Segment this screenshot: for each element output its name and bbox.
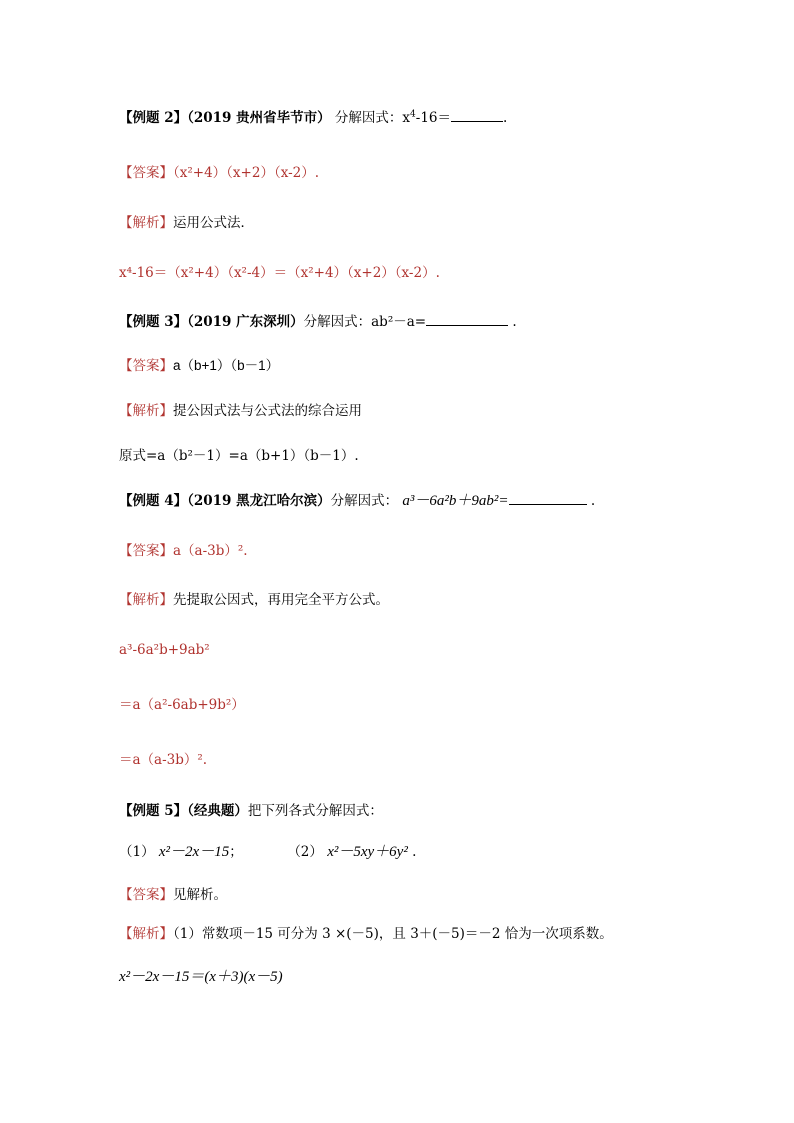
- solution-tag: 【解析】: [119, 215, 173, 231]
- item-2-label: （2）: [287, 844, 323, 860]
- example-source: （经典题）: [187, 803, 248, 819]
- item-end: .: [412, 844, 417, 860]
- example-4-solution-line-1: a³-6a²b+9ab²: [119, 642, 210, 658]
- example-tag: 【例题 2】: [119, 110, 188, 126]
- example-4-question: [119, 492, 595, 510]
- example-source: （2019 广东深圳）: [187, 314, 304, 330]
- item-1-expression: x²－2x－15: [158, 844, 230, 860]
- item-1-label: （1）: [119, 844, 155, 860]
- question-end: .: [503, 110, 508, 126]
- example-2-answer: [119, 164, 319, 182]
- question-expression: a³－6a²b＋9ab²=: [402, 493, 509, 509]
- answer-text: a（a-3b）².: [173, 543, 248, 559]
- solution-tag: 【解析】: [119, 403, 173, 419]
- example-5-items: [119, 843, 416, 861]
- solution-tag: 【解析】: [119, 926, 173, 942]
- item-separator: ；: [229, 844, 243, 860]
- solution-text: 提公因式法与公式法的综合运用: [173, 403, 362, 419]
- question-prompt: 分解因式：ab²－a=: [303, 314, 427, 330]
- item-2-expression: x²－5xy＋6y²: [327, 844, 408, 860]
- answer-tag: 【答案】: [119, 358, 173, 374]
- solution-text: 先提取公因式，再用完全平方公式。: [173, 592, 389, 608]
- answer-tag: 【答案】: [119, 543, 173, 559]
- example-4-solution-line-3: ＝a（a-3b）².: [119, 752, 208, 768]
- example-4-solution: [119, 591, 389, 609]
- solution-text: （1）常数项－15 可分为 3 ×(－5)，且 3＋(－5)＝－2 恰为一次项系数。: [173, 926, 613, 942]
- example-4-answer: [119, 542, 248, 560]
- answer-tag: 【答案】: [119, 887, 173, 903]
- example-3-question: [119, 313, 517, 331]
- answer-text: a（b+1）（b－1）: [173, 358, 280, 373]
- answer-blank: [426, 313, 508, 326]
- exponent: 4: [410, 109, 416, 120]
- example-source: （2019 贵州省毕节市）: [187, 110, 331, 126]
- answer-text: 见解析。: [173, 887, 227, 903]
- question-prompt: 把下列各式分解因式：: [247, 803, 383, 819]
- example-5-question: [119, 802, 383, 820]
- question-tail: -16＝: [415, 110, 452, 126]
- question-end: .: [590, 493, 596, 509]
- answer-text: （x²+4）（x+2）（x-2）.: [173, 165, 320, 181]
- example-tag: 【例题 3】: [119, 314, 188, 330]
- answer-tag: 【答案】: [119, 165, 173, 181]
- answer-blank: [509, 492, 587, 505]
- solution-text: 运用公式法．: [173, 215, 254, 231]
- example-2-question: [119, 109, 507, 127]
- solution-tag: 【解析】: [119, 592, 173, 608]
- example-5-answer: [119, 886, 227, 904]
- example-5-solution-line: x²－2x－15＝(x＋3)(x－5): [119, 969, 283, 985]
- example-source: （2019 黑龙江哈尔滨）: [187, 493, 331, 509]
- example-3-solution: [119, 402, 362, 420]
- example-2-solution: [119, 214, 254, 232]
- example-3-answer: [119, 357, 279, 375]
- question-prompt: 分解因式：x: [334, 110, 411, 126]
- example-2-solution-line: x⁴-16＝（x²+4）（x²-4）＝（x²+4）（x+2）（x-2）.: [119, 265, 440, 281]
- question-prompt: 分解因式：: [330, 493, 399, 509]
- example-tag: 【例题 4】: [119, 493, 188, 509]
- example-3-solution-line: 原式=a（b²－1）=a（b+1）（b－1）.: [119, 448, 359, 464]
- answer-blank: [451, 109, 503, 122]
- question-end: .: [512, 314, 517, 330]
- example-4-solution-line-2: ＝a（a²-6ab+9b²）: [119, 697, 245, 713]
- example-5-solution: [119, 925, 613, 943]
- example-tag: 【例题 5】: [119, 803, 188, 819]
